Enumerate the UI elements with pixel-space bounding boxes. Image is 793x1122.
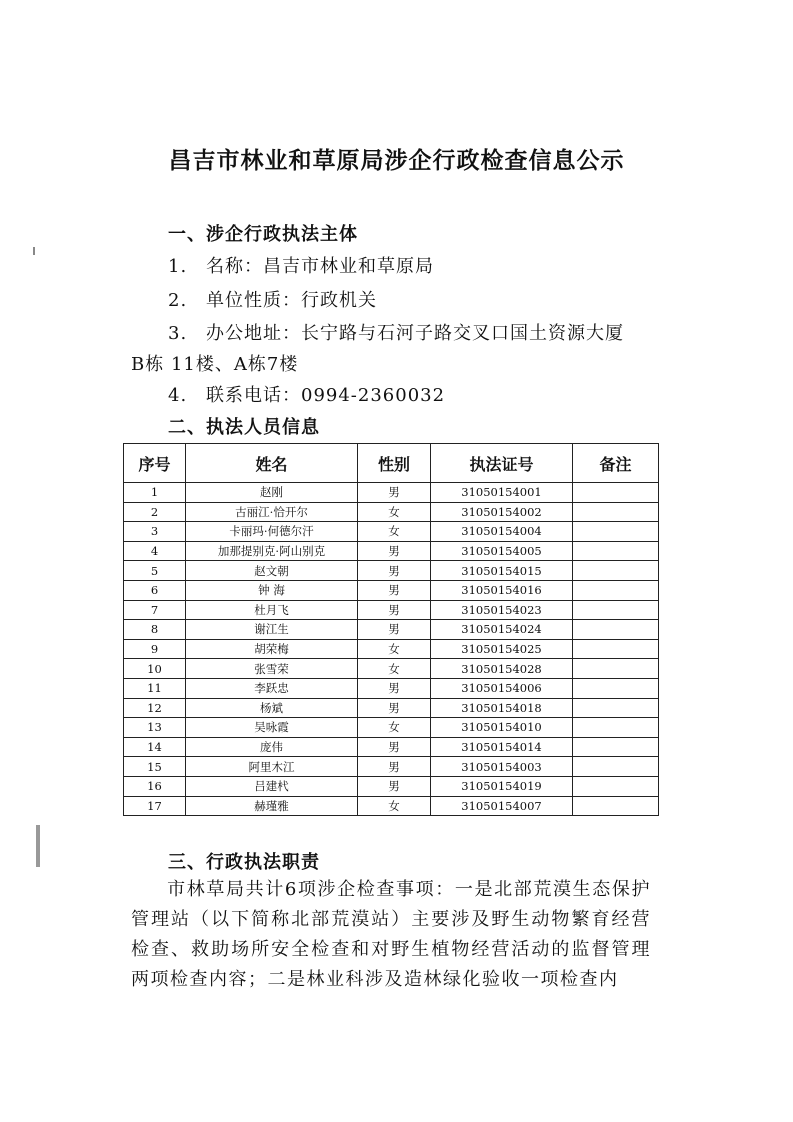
cell-note [573, 678, 659, 698]
cell-no: 10 [124, 659, 186, 679]
table-body [124, 483, 659, 816]
cell-gender: 男 [358, 678, 431, 698]
cell-name: 钟 海 [186, 580, 358, 600]
cell-note [573, 776, 659, 796]
cell-no: 3 [124, 522, 186, 542]
cell-name: 庞伟 [186, 737, 358, 757]
table-row [124, 541, 659, 561]
table-row [124, 639, 659, 659]
section1-heading: 一、涉企行政执法主体 [168, 224, 358, 245]
column-header: 序号 [124, 444, 186, 483]
cell-gender: 男 [358, 483, 431, 503]
cell-cert: 31050154005 [431, 541, 573, 561]
cell-gender: 男 [358, 776, 431, 796]
column-header: 备注 [573, 444, 659, 483]
cell-name: 胡荣梅 [186, 639, 358, 659]
cell-gender: 男 [358, 698, 431, 718]
table-row [124, 698, 659, 718]
item-number: 3. [168, 323, 188, 344]
cell-no: 16 [124, 776, 186, 796]
duties-paragraph [131, 875, 651, 995]
cell-name: 赵刚 [186, 483, 358, 503]
item-text: 单位性质：行政机关 [206, 290, 377, 311]
cell-no: 13 [124, 718, 186, 738]
page-title: 昌吉市林业和草原局涉企行政检查信息公示 [168, 148, 625, 174]
cell-cert: 31050154016 [431, 580, 573, 600]
table-row [124, 502, 659, 522]
item-text: 办公地址：长宁路与石河子路交叉口国土资源大厦 [206, 323, 624, 344]
entity-type-line [168, 286, 377, 312]
cell-name: 杜月飞 [186, 600, 358, 620]
cell-note [573, 639, 659, 659]
cell-gender: 男 [358, 620, 431, 640]
cell-cert: 31050154018 [431, 698, 573, 718]
cell-gender: 男 [358, 561, 431, 581]
table-row [124, 620, 659, 640]
cell-note [573, 483, 659, 503]
cell-cert: 31050154014 [431, 737, 573, 757]
cell-cert: 31050154007 [431, 796, 573, 816]
item-number: 4. [168, 385, 188, 406]
cell-gender: 女 [358, 796, 431, 816]
cell-gender: 男 [358, 600, 431, 620]
cell-no: 17 [124, 796, 186, 816]
cell-note [573, 737, 659, 757]
table-row [124, 580, 659, 600]
cell-cert: 31050154001 [431, 483, 573, 503]
cell-note [573, 796, 659, 816]
cell-no: 7 [124, 600, 186, 620]
section3-heading: 三、行政执法职责 [168, 852, 320, 873]
entity-address-line [168, 319, 624, 345]
cell-no: 6 [124, 580, 186, 600]
cell-name: 谢江生 [186, 620, 358, 640]
cell-cert: 31050154028 [431, 659, 573, 679]
cell-note [573, 502, 659, 522]
cell-gender: 女 [358, 659, 431, 679]
cell-gender: 男 [358, 757, 431, 777]
table-row [124, 796, 659, 816]
cell-name: 杨斌 [186, 698, 358, 718]
staff-table [123, 443, 659, 816]
cell-name: 赵文朝 [186, 561, 358, 581]
cell-no: 12 [124, 698, 186, 718]
cell-gender: 女 [358, 502, 431, 522]
cell-no: 1 [124, 483, 186, 503]
cell-no: 5 [124, 561, 186, 581]
table-row [124, 659, 659, 679]
cell-gender: 女 [358, 639, 431, 659]
table-row [124, 522, 659, 542]
duties-text: 市林草局共计6项涉企检查事项：一是北部荒漠生态保护管理站（以下简称北部荒漠站）主要涉及野生动物繁育经营检查、救助场所安全检查和对野生植物经营活动的监督管理两项检查内容；二是林业科涉及造林绿化验收一项检查内 [131, 879, 651, 990]
entity-name-line [168, 252, 434, 278]
cell-no: 11 [124, 678, 186, 698]
cell-cert: 31050154004 [431, 522, 573, 542]
cell-cert: 31050154010 [431, 718, 573, 738]
cell-gender: 女 [358, 718, 431, 738]
cell-cert: 31050154002 [431, 502, 573, 522]
cell-cert: 31050154025 [431, 639, 573, 659]
cell-no: 8 [124, 620, 186, 640]
cell-no: 9 [124, 639, 186, 659]
table-row [124, 561, 659, 581]
cell-cert: 31050154006 [431, 678, 573, 698]
cell-name: 李跃忠 [186, 678, 358, 698]
cell-name: 张雪荣 [186, 659, 358, 679]
cell-gender: 女 [358, 522, 431, 542]
cell-gender: 男 [358, 737, 431, 757]
cell-cert: 31050154023 [431, 600, 573, 620]
cell-name: 阿里木江 [186, 757, 358, 777]
cell-cert: 31050154019 [431, 776, 573, 796]
cell-note [573, 698, 659, 718]
table-row [124, 600, 659, 620]
cell-note [573, 522, 659, 542]
cell-note [573, 600, 659, 620]
cell-name: 古丽江·恰开尔 [186, 502, 358, 522]
cell-note [573, 718, 659, 738]
cell-note [573, 580, 659, 600]
cell-name: 卡丽玛·何德尔汗 [186, 522, 358, 542]
cell-no: 4 [124, 541, 186, 561]
entity-phone-line [168, 381, 445, 407]
table-row [124, 737, 659, 757]
item-number: 1. [168, 256, 188, 277]
item-text: 联系电话：0994-2360032 [206, 385, 446, 406]
column-header: 执法证号 [431, 444, 573, 483]
cell-no: 15 [124, 757, 186, 777]
cell-gender: 男 [358, 541, 431, 561]
column-header: 性别 [358, 444, 431, 483]
cell-note [573, 541, 659, 561]
scan-margin-mark [36, 825, 40, 867]
cell-note [573, 757, 659, 777]
cell-name: 赫瑾雅 [186, 796, 358, 816]
cell-gender: 男 [358, 580, 431, 600]
cell-name: 吴咏霞 [186, 718, 358, 738]
cell-cert: 31050154003 [431, 757, 573, 777]
table-row [124, 757, 659, 777]
cell-name: 加那提别克·阿山别克 [186, 541, 358, 561]
cell-no: 14 [124, 737, 186, 757]
cell-note [573, 561, 659, 581]
item-number: 2. [168, 290, 188, 311]
cell-no: 2 [124, 502, 186, 522]
cell-cert: 31050154024 [431, 620, 573, 640]
cell-name: 吕建杙 [186, 776, 358, 796]
cell-note [573, 620, 659, 640]
column-header: 姓名 [186, 444, 358, 483]
table-row [124, 718, 659, 738]
section2-heading: 二、执法人员信息 [168, 417, 320, 438]
table-header-row [124, 444, 659, 483]
scan-margin-mark [33, 247, 35, 255]
table-row [124, 678, 659, 698]
item-text: 名称：昌吉市林业和草原局 [206, 256, 434, 277]
cell-note [573, 659, 659, 679]
table-row [124, 483, 659, 503]
table-row [124, 776, 659, 796]
address-continuation: B栋 11楼、A栋7楼 [131, 354, 299, 375]
cell-cert: 31050154015 [431, 561, 573, 581]
